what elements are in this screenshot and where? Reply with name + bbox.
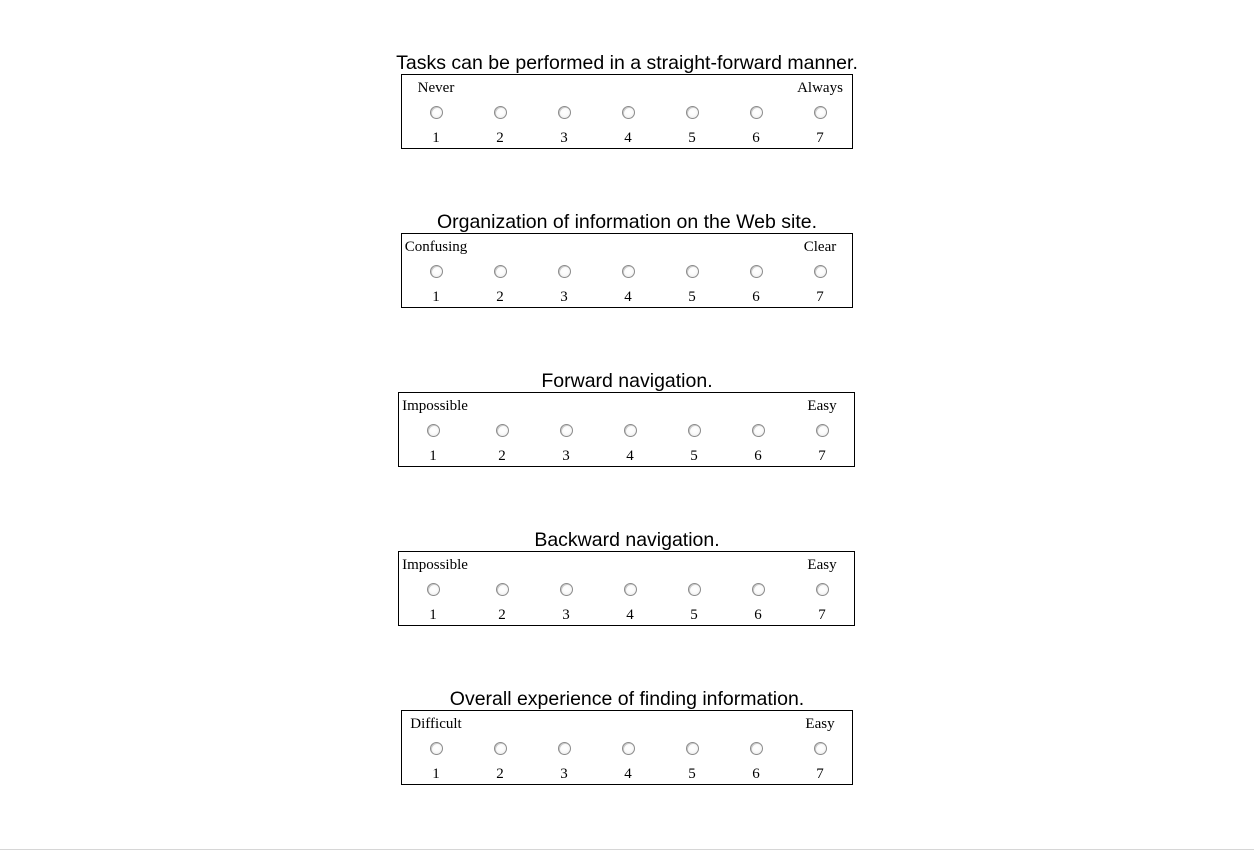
rating-radio-3[interactable] <box>558 265 571 278</box>
high-anchor-label: Easy <box>805 716 835 732</box>
rating-radio-6[interactable] <box>750 106 763 119</box>
rating-radio-4[interactable] <box>624 583 637 596</box>
scale-number-6: 6 <box>752 766 760 782</box>
scale-number-4: 4 <box>626 448 634 464</box>
rating-radio-6[interactable] <box>752 583 765 596</box>
rating-radio-5[interactable] <box>686 106 699 119</box>
scale-number-1: 1 <box>432 130 440 146</box>
scale-number-2: 2 <box>496 289 504 305</box>
scale-number-1: 1 <box>429 448 437 464</box>
rating-radio-7[interactable] <box>814 106 827 119</box>
scale-number-7: 7 <box>818 448 826 464</box>
scale-number-3: 3 <box>560 130 568 146</box>
scale-number-2: 2 <box>496 766 504 782</box>
rating-scale <box>398 392 855 467</box>
rating-radio-4[interactable] <box>624 424 637 437</box>
rating-radio-1[interactable] <box>427 583 440 596</box>
question-title: Overall experience of finding information. <box>449 688 805 710</box>
low-anchor-label: Never <box>417 80 455 96</box>
rating-radio-5[interactable] <box>688 583 701 596</box>
scale-number-3: 3 <box>560 289 568 305</box>
scale-number-1: 1 <box>432 766 440 782</box>
question-title: Tasks can be performed in a straight-forward manner. <box>396 52 858 74</box>
rating-radio-5[interactable] <box>688 424 701 437</box>
scale-number-7: 7 <box>816 289 824 305</box>
rating-radio-4[interactable] <box>622 265 635 278</box>
scale-number-5: 5 <box>690 448 698 464</box>
rating-radio-2[interactable] <box>496 583 509 596</box>
rating-radio-7[interactable] <box>816 424 829 437</box>
scale-number-3: 3 <box>562 607 570 623</box>
scale-number-2: 2 <box>498 607 506 623</box>
high-anchor-label: Easy <box>807 557 837 573</box>
rating-radio-3[interactable] <box>558 742 571 755</box>
rating-radio-1[interactable] <box>430 742 443 755</box>
low-anchor-label: Impossible <box>402 398 468 414</box>
rating-radio-7[interactable] <box>814 742 827 755</box>
rating-radio-4[interactable] <box>622 106 635 119</box>
scale-number-7: 7 <box>818 607 826 623</box>
scale-number-6: 6 <box>754 448 762 464</box>
rating-radio-7[interactable] <box>814 265 827 278</box>
scale-number-4: 4 <box>626 607 634 623</box>
scale-number-5: 5 <box>688 766 696 782</box>
low-anchor-label: Confusing <box>404 239 468 255</box>
question-title: Forward navigation. <box>541 370 713 392</box>
scale-number-6: 6 <box>752 130 760 146</box>
rating-radio-2[interactable] <box>496 424 509 437</box>
rating-radio-6[interactable] <box>752 424 765 437</box>
rating-radio-3[interactable] <box>558 106 571 119</box>
scale-number-5: 5 <box>688 130 696 146</box>
rating-radio-1[interactable] <box>427 424 440 437</box>
scale-number-5: 5 <box>688 289 696 305</box>
scale-number-2: 2 <box>498 448 506 464</box>
rating-radio-3[interactable] <box>560 583 573 596</box>
rating-radio-4[interactable] <box>622 742 635 755</box>
high-anchor-label: Easy <box>807 398 837 414</box>
scale-number-3: 3 <box>560 766 568 782</box>
rating-scale <box>398 551 855 626</box>
scale-number-6: 6 <box>752 289 760 305</box>
question-title: Organization of information on the Web site. <box>436 211 818 233</box>
scale-number-4: 4 <box>624 130 632 146</box>
scale-number-4: 4 <box>624 766 632 782</box>
rating-radio-2[interactable] <box>494 106 507 119</box>
rating-radio-6[interactable] <box>750 265 763 278</box>
rating-radio-5[interactable] <box>686 265 699 278</box>
scale-number-6: 6 <box>754 607 762 623</box>
question-title: Backward navigation. <box>534 529 720 551</box>
rating-radio-2[interactable] <box>494 265 507 278</box>
rating-radio-1[interactable] <box>430 106 443 119</box>
rating-radio-5[interactable] <box>686 742 699 755</box>
rating-scale <box>401 710 853 785</box>
low-anchor-label: Difficult <box>410 716 462 732</box>
rating-scale <box>401 233 853 308</box>
low-anchor-label: Impossible <box>402 557 468 573</box>
rating-radio-2[interactable] <box>494 742 507 755</box>
scale-number-4: 4 <box>624 289 632 305</box>
scale-number-3: 3 <box>562 448 570 464</box>
scale-number-7: 7 <box>816 766 824 782</box>
rating-radio-7[interactable] <box>816 583 829 596</box>
scale-number-1: 1 <box>429 607 437 623</box>
rating-radio-3[interactable] <box>560 424 573 437</box>
scale-number-1: 1 <box>432 289 440 305</box>
bottom-divider <box>0 849 1254 850</box>
high-anchor-label: Always <box>797 80 843 96</box>
scale-number-7: 7 <box>816 130 824 146</box>
scale-number-5: 5 <box>690 607 698 623</box>
rating-radio-1[interactable] <box>430 265 443 278</box>
scale-number-2: 2 <box>496 130 504 146</box>
high-anchor-label: Clear <box>803 239 837 255</box>
rating-scale <box>401 74 853 149</box>
rating-radio-6[interactable] <box>750 742 763 755</box>
